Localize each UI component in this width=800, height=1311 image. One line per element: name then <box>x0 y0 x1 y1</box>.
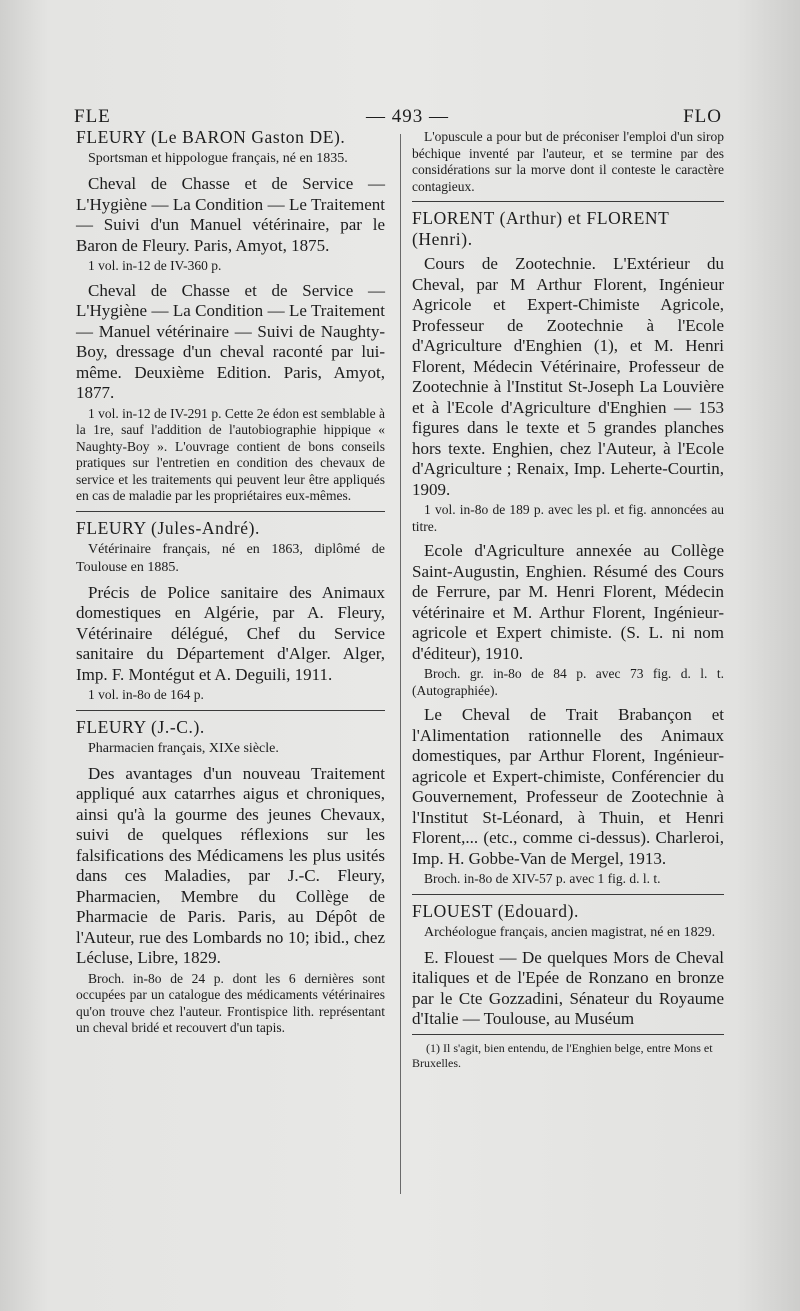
work-note: Broch. in-8o de XIV-57 p. avec 1 fig. d. l. t. <box>424 871 661 886</box>
work-title: Cheval de Chasse et de Service — L'Hygiène — La Condition — Le Traitement— Manuel vétérinaire — Suivi de Naughty-Boy, dressage d'un cheval raconté par lui-même. Deuxième Edition. Paris, Amyot, 1877. <box>76 280 385 402</box>
work-note: 1 vol. in-8o de 189 p. avec les pl. et fig. annoncées au titre. <box>412 502 724 534</box>
entry-bio: Sportsman et hippologue français, né en 1835. <box>88 151 348 166</box>
work-title: Le Cheval de Trait Brabançon et l'Alimentation rationnelle des Animaux domestiques, par Arthur Florent, Ingénieur-agricole et Expert-chimiste, Conférencier du Gouvernement, Professeur de Zootechnie à l'Institut St-Léonard, à Thuin, et Henri Florent,... (etc., comme ci-dessus). Charleroi, Imp. H. Gobbe-Van de Mergel, 1913. <box>412 705 724 868</box>
entry-florent <box>412 208 724 888</box>
work-note: 1 vol. in-12 de IV-360 p. <box>88 258 222 273</box>
running-head-left: FLE <box>74 106 111 127</box>
work-title: Cheval de Chasse et de Service — L'Hygiène — La Condition — Le Traitement — Suivi d'un Manuel vétérinaire, par le Baron de Fleury. Paris, Amyot, 1875. <box>76 174 385 255</box>
entry-heading: FLEURY (Le BARON Gaston DE). <box>76 127 346 147</box>
page-number: — 493 — <box>366 106 449 127</box>
work-note: Broch. in-8o de 24 p. dont les 6 dernières sont occupées par un catalogue des médicaments vétérinaires qu'on trouve chez l'auteur. Frontispice lith. représentant un cheval bridé et recouvert d'un tapis. <box>76 970 385 1035</box>
entry-bio: Vétérinaire français, né en 1863, diplômé de Toulouse en 1885. <box>76 541 385 575</box>
entry-separator <box>412 894 724 895</box>
work-note: Broch. gr. in-8o de 84 p. avec 73 fig. d. l. t. (Autographiée). <box>412 666 724 698</box>
column-divider <box>400 134 401 1194</box>
right-column <box>412 127 724 1083</box>
work-note: 1 vol. in-8o de 164 p. <box>88 687 204 702</box>
footnote-separator <box>412 1034 724 1035</box>
work-title: Précis de Police sanitaire des Animaux domestiques en Algérie, par A. Fleury, Vétérinaire délégué, Chef du Service sanitaire du Département d'Alger. Alger, Imp. F. Montégut et A. Deguili, 1911. <box>76 582 385 684</box>
work-title: Ecole d'Agriculture annexée au Collège Saint-Augustin, Enghien. Résumé des Cours de Ferrure, par M. Henri Florent, Médecin vétérinaire et M. Arthur Florent, Ingénieur-agricole et Expert chimiste. (S. L. ni nom d'éditeur), 1910. <box>412 541 724 663</box>
running-head-right: FLO <box>683 106 722 127</box>
entry-flouest <box>412 901 724 1030</box>
entry-fleury-gaston <box>76 127 385 505</box>
work-note: 1 vol. in-12 de IV-291 p. Cette 2e édon est semblable à la 1re, sauf l'addition de l'autobiographie hippique « Naughty-Boy ». L'ouvrage contient de bons conseils pratiques sur l'entretien en condition des chevaux de service et les traitements qui peuvent leur être appliqués en cas de maladie par les propriétaires eux-mêmes. <box>76 405 385 503</box>
entry-heading: FLOUEST (Edouard). <box>412 900 579 921</box>
entry-separator <box>412 201 724 202</box>
entry-fleury-jules <box>76 518 385 704</box>
work-note-continued: L'opuscule a pour but de préconiser l'emploi d'un sirop béchique inventé par l'auteur, et se termine par des considérations sur la morve dont il conteste le caractère contagieux. <box>412 129 724 194</box>
left-column <box>76 127 385 1043</box>
entry-bio: Archéologue français, ancien magistrat, né en 1829. <box>424 924 716 940</box>
entry-heading: FLEURY (J.-C.). <box>76 716 205 737</box>
work-title: Des avantages d'un nouveau Traitement appliqué aux catarrhes aigus et chroniques, ainsi qu'à la gourme des jeunes Chevaux, suivi de quelques réflexions sur les falsifications des Médicamens les plus usités dans ces Maladies, par J.-C. Fleury, Pharmacien, Membre du Collège de Pharmacie de Paris. Paris, au Dépôt de l'Auteur, rue des Lombards no 10; ibid., chez Lécluse, Libre, 1829. <box>76 763 385 967</box>
entry-heading: FLEURY (Jules-André). <box>76 517 261 538</box>
entry-separator <box>76 511 385 512</box>
entry-separator <box>76 710 385 711</box>
entry-bio: Pharmacien français, XIXe siècle. <box>88 740 279 756</box>
entry-heading: FLORENT (Arthur) et FLORENT (Henri). <box>412 208 670 249</box>
entry-fleury-jc <box>76 717 385 1037</box>
work-title: Cours de Zootechnie. L'Extérieur du Cheval, par M Arthur Florent, Ingénieur Agricole et Expert-Chimiste Agricole, Professeur de Zootechnie à l'Ecole d'Agriculture d'Enghien (1), et M. Henri Florent, Médecin Vétérinaire, Professeur de Zootechnie à l'Institut St-Joseph La Louvière et à l'Ecole d'Agriculture d'Enghien — 153 figures dans le texte et 5 grandes planches hors texte. Enghien, chez l'Auteur, à l'Ecole d'Agriculture ; Renaix, Imp. Leherte-Courtin, 1909. <box>412 254 724 499</box>
work-title: E. Flouest — De quelques Mors de Cheval italiques et de l'Epée de Ronzano en bronze par le Cte Gozzadini, Sénateur du Royaume d'Italie — Toulouse, au Muséum <box>412 947 724 1028</box>
footnote: (1) Il s'agit, bien entendu, de l'Enghien belge, entre Mons et Bruxelles. <box>412 1040 713 1070</box>
